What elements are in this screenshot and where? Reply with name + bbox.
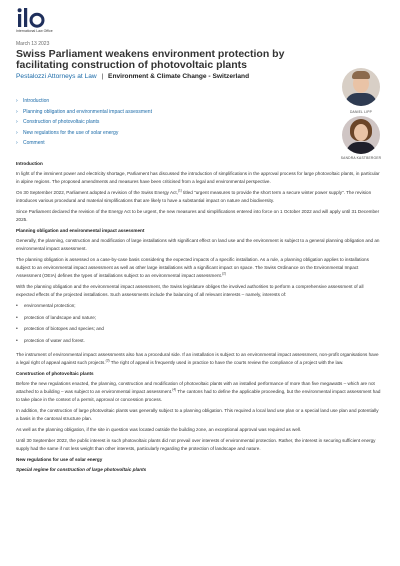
chevron-right-icon: › — [16, 108, 18, 115]
paragraph: Before the new regulations enacted, the planning, construction and modification of photovoltaic plants with an installed performance of more than five megawatts – which are not attached to a building – was subject to an environmental impact assessment.$^{(4)}$ The cantons had to define the applicable proceeding, but the environmental impact assessment had to take place in the context of a permit, approval or concession process. — [16, 381, 381, 403]
chevron-right-icon: › — [16, 129, 18, 136]
paragraph: In light of the imminent power and electricity shortage, Parliament has discussed the introduction of simplifications in the approval process for large photovoltaic plants, in particular in alpine regions. The proposed amendments and measures have been criticised from a legal and environmental perspective. — [16, 171, 380, 184]
paragraph: Until 30 September 2022, the public interest in such photovoltaic plants did not prevail over interests of environmental protection. Rather, the interest in securing sufficient energy supply had the same if not less weight than other interests, particularly regarding the protection of landscape and nature. — [16, 438, 376, 452]
table-of-contents — [16, 98, 306, 151]
article-byline — [16, 73, 326, 80]
toc-item-planning[interactable]: › Planning obligation and environmental impact assessment — [16, 108, 152, 115]
firm-link[interactable]: Pestalozzi Attorneys at Law — [16, 73, 97, 80]
ilo-logo[interactable] — [16, 7, 60, 37]
paragraph: The instrument of environmental impact assessments also has a procedural side. If an installation is subject to an environmental impact assessment, non-profit organisations have a legal right of appeal against such projects.$^{(3)}$ The right of appeal is frequently used in practice to have the courts review the compliance of a project with the law. — [16, 352, 379, 366]
author-avatar-2[interactable] — [342, 116, 380, 154]
article-body — [16, 160, 382, 476]
paragraph: Generally, the planning, construction and modification of large installations with significant effect on land use and the environment is subject to a general planning obligation and an environmental impact assessment. — [16, 238, 380, 251]
byline-separator: | — [101, 73, 104, 80]
section-heading-introduction: Introduction — [16, 161, 43, 166]
article-title: Swiss Parliament weakens environment protection by facilitating construction of photovoltaic plants — [16, 48, 285, 72]
paragraph: In addition, the construction of large photovoltaic plants was generally subject to a planning obligation. This required a local land use plan or a special land use plan and potentially a basis in the cantonal structure plan. — [16, 408, 379, 422]
topics-label: Environment & Climate Change - Switzerland — [108, 73, 250, 80]
section-heading-planning: Planning obligation and environmental impact assessment — [16, 228, 145, 233]
list-item: • protection of biotopes and species; and — [16, 325, 382, 337]
toc-item-comment[interactable]: › Comment — [16, 140, 45, 147]
paragraph: The planning obligation is assessed on a case-by-case basis considering the expected impacts of a specific installation. As a rule, a planning obligation applies to installations subject to an environmental impact assessment as well as other large installations with a significant impact on space. The Swiss Ordinance on the Environmental Impact Assessment (OEIA) defines the types of installations subject to an environmental impact assessment.$^{(2)}$ — [16, 257, 369, 278]
section-heading-construction: Construction of photovoltaic plants — [16, 371, 94, 377]
author-avatar-1[interactable] — [342, 68, 380, 106]
list-item: • environmental protection; — [16, 302, 382, 314]
paragraph: Since Parliament declared the revision of the Energy Act to be urgent, the new measures and simplifications entered into force on 1 October 2022 and will apply until 31 December 2025. — [16, 209, 380, 222]
subheading-special-regime: Special regime for construction of large photovoltaic plants — [16, 467, 147, 473]
author-name-2[interactable]: SANDRA KASTBERGER — [340, 156, 382, 160]
toc-item-solar[interactable]: › New regulations for the use of solar energy — [16, 129, 119, 136]
chevron-right-icon: › — [16, 98, 18, 104]
paragraph: As well as the planning obligation, if the site in question was located outside the building zone, an exceptional approval was required as well. — [16, 427, 302, 433]
logo-subtitle: International Law Office — [16, 29, 53, 33]
paragraph: On 30 September 2022, Parliament adopted a revision of the Swiss Energy Act,$^{(1)}$ titled "urgent measures to provide the short term a secure winter power supply". The revision introduces various procedural and material simplifications that are likely to have a substantial impact on nature and biodiversity. — [16, 188, 372, 203]
author-name-1[interactable]: DANIEL LIPP — [349, 110, 373, 114]
list-item: • protection of landscape and nature; — [16, 314, 382, 326]
footnote-link[interactable]: (3) — [105, 358, 110, 363]
article-date: March 13 2023 — [16, 41, 50, 47]
interests-list — [16, 302, 382, 348]
footnote-link[interactable]: (4) — [172, 387, 177, 392]
chevron-right-icon: › — [16, 119, 18, 126]
toc-item-construction[interactable]: › Construction of photovoltaic plants — [16, 119, 100, 126]
footnote-link[interactable]: (2) — [222, 271, 226, 276]
list-item: • protection of water and forest. — [16, 337, 382, 349]
paragraph: With the planning obligation and the environmental impact assessment, the Swiss legislature obliges the involved authorities to perform a comprehensive assessment of all expected effects of the projected installations. Such assessments include the balancing of all relevant interests – namely, interests of: — [16, 284, 364, 297]
chevron-right-icon: › — [16, 140, 18, 147]
ilo-logo-mark — [16, 7, 60, 29]
footnote-link[interactable]: (1) — [177, 188, 182, 193]
section-heading-solar: New regulations for use of solar energy — [16, 457, 103, 463]
toc-item-introduction[interactable]: › Introduction — [16, 98, 50, 104]
